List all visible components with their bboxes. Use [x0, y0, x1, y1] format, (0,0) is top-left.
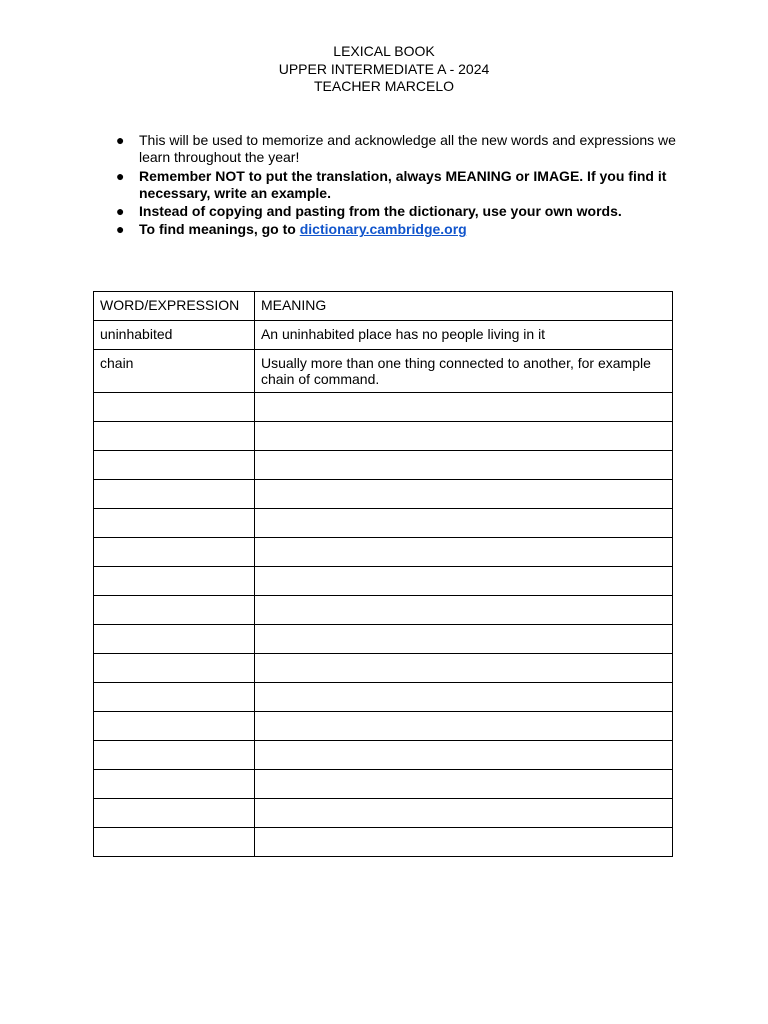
- word-cell[interactable]: [94, 596, 255, 625]
- word-cell[interactable]: [94, 828, 255, 857]
- word-cell[interactable]: [94, 393, 255, 422]
- bullet-icon: ●: [116, 167, 125, 184]
- table-row: [94, 625, 673, 654]
- instruction-item: [116, 203, 686, 220]
- meaning-cell[interactable]: [254, 712, 672, 741]
- word-cell[interactable]: [94, 712, 255, 741]
- table-row: [94, 828, 673, 857]
- table-row: [94, 480, 673, 509]
- meaning-cell[interactable]: [254, 770, 672, 799]
- meaning-cell[interactable]: [254, 741, 672, 770]
- table-row: [94, 350, 673, 393]
- table-row: [94, 770, 673, 799]
- table-row: [94, 712, 673, 741]
- meaning-cell[interactable]: [254, 683, 672, 712]
- meaning-cell[interactable]: [254, 625, 672, 654]
- cambridge-dictionary-link[interactable]: dictionary.cambridge.org: [299, 221, 467, 238]
- teacher-name: TEACHER MARCELO: [313, 78, 455, 94]
- meaning-cell[interactable]: [254, 393, 672, 422]
- table-row: [94, 741, 673, 770]
- bullet-icon: ●: [116, 203, 125, 220]
- document-header: [0, 43, 768, 96]
- instruction-text: Instead of copying and pasting from the dictionary, use your own words.: [139, 203, 622, 220]
- word-cell[interactable]: uninhabited: [94, 321, 255, 350]
- word-cell[interactable]: [94, 451, 255, 480]
- document-title: LEXICAL BOOK: [333, 43, 435, 59]
- word-cell[interactable]: [94, 654, 255, 683]
- meaning-cell[interactable]: [254, 828, 672, 857]
- word-cell[interactable]: [94, 683, 255, 712]
- column-header-word: WORD/EXPRESSION: [94, 292, 255, 321]
- word-cell[interactable]: [94, 538, 255, 567]
- table-row: [94, 799, 673, 828]
- bullet-icon: ●: [116, 221, 125, 238]
- instruction-text: Remember NOT to put the translation, always MEANING or IMAGE. If you find it necessary, write an example.: [139, 167, 667, 201]
- word-cell[interactable]: [94, 567, 255, 596]
- meaning-cell[interactable]: Usually more than one thing connected to another, for example chain of command.: [254, 350, 672, 393]
- meaning-cell[interactable]: [254, 654, 672, 683]
- meaning-cell[interactable]: [254, 509, 672, 538]
- table-row: [94, 538, 673, 567]
- instruction-text: This will be used to memorize and acknowledge all the new words and expressions we learn throughout the year!: [139, 132, 676, 166]
- meaning-cell[interactable]: [254, 596, 672, 625]
- table-row: [94, 451, 673, 480]
- instruction-text: To find meanings, go to: [139, 221, 300, 238]
- table-row: [94, 321, 673, 350]
- table-row: [94, 422, 673, 451]
- word-cell[interactable]: [94, 799, 255, 828]
- word-cell[interactable]: [94, 422, 255, 451]
- instructions-list: [116, 132, 686, 240]
- instruction-item: [116, 221, 686, 238]
- instruction-item: [116, 132, 686, 167]
- meaning-cell[interactable]: [254, 567, 672, 596]
- word-cell[interactable]: [94, 480, 255, 509]
- meaning-cell[interactable]: [254, 538, 672, 567]
- column-header-meaning: MEANING: [254, 292, 672, 321]
- word-cell[interactable]: chain: [94, 350, 255, 393]
- instruction-item: [116, 168, 686, 203]
- table-row: [94, 654, 673, 683]
- course-name: UPPER INTERMEDIATE A - 2024: [278, 60, 490, 77]
- meaning-cell[interactable]: [254, 422, 672, 451]
- table-row: [94, 683, 673, 712]
- table-row: [94, 509, 673, 538]
- table-row: [94, 393, 673, 422]
- word-cell[interactable]: [94, 625, 255, 654]
- bullet-icon: ●: [116, 132, 125, 148]
- meaning-cell[interactable]: [254, 799, 672, 828]
- meaning-cell[interactable]: [254, 451, 672, 480]
- meaning-cell[interactable]: [254, 480, 672, 509]
- meaning-cell[interactable]: An uninhabited place has no people living in it: [254, 321, 672, 350]
- lexical-table: [93, 291, 673, 857]
- word-cell[interactable]: [94, 770, 255, 799]
- word-cell[interactable]: [94, 509, 255, 538]
- table-header-row: [94, 292, 673, 321]
- table-row: [94, 596, 673, 625]
- word-cell[interactable]: [94, 741, 255, 770]
- table-row: [94, 567, 673, 596]
